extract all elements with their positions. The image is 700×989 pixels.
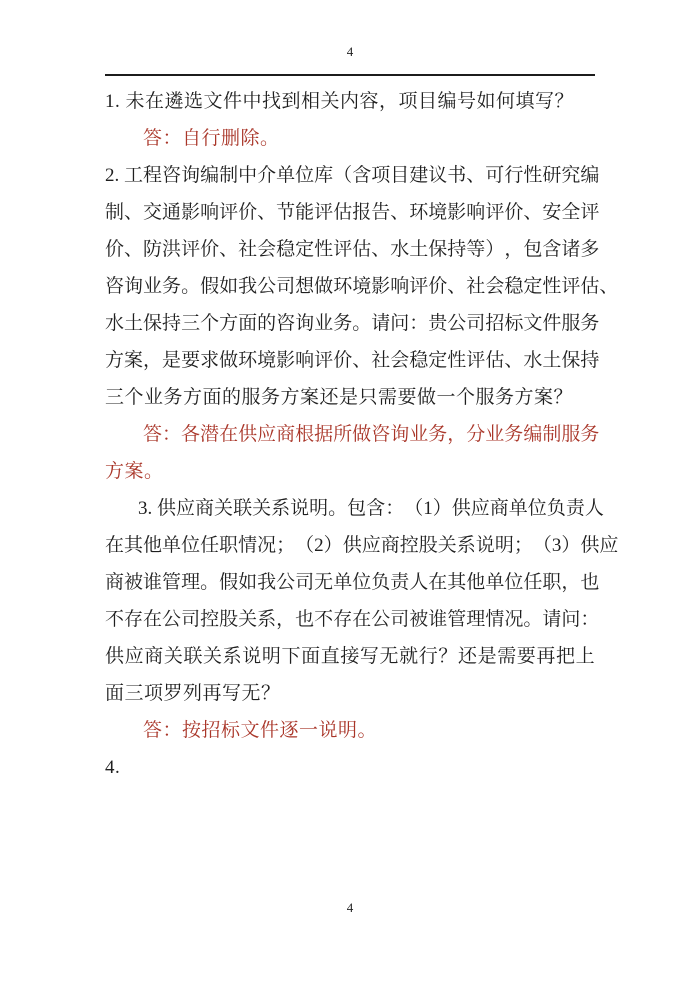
footer-page-number: 4 bbox=[346, 900, 354, 915]
answer-line: 答 ： 各 潜 在 供 应 商 根 据 所 做 咨 询 业 务 ， 分 业 务 编 制 服 务 bbox=[143, 424, 600, 445]
header-page-number: 4 bbox=[346, 44, 354, 59]
question-line: 不 存 在 公 司 控 股 关 系 ， 也 不 存 在 公 司 被 谁 管 理 情 况 。 请 问 ： bbox=[105, 609, 600, 630]
question-line: 咨 询 业 务 。 假 如 我 公 司 想 做 环 境 影 响 评 价 、 社 会 稳 定 性 评 估 、 bbox=[105, 276, 619, 297]
answer-line: 答：按招标文件逐一说明。 bbox=[143, 720, 378, 741]
question-line: 商 被 谁 管 理 。 假 如 我 公 司 无 单 位 负 责 人 在 其 他 单 位 任 职 ， 也 bbox=[105, 572, 600, 593]
question-line: 价 、 防 洪 评 价 、 社 会 稳 定 性 评 估 、 水 土 保 持 等 ） ， 包 含 诸 多 bbox=[105, 239, 600, 260]
header-divider bbox=[105, 74, 595, 76]
answer-line: 方案。 bbox=[105, 461, 164, 482]
question-line: 方 案 ， 是 要 求 做 环 境 影 响 评 价 、 社 会 稳 定 性 评 估 、 水 土 保 持 bbox=[105, 350, 600, 371]
question-line: 面三项罗列再写无？ bbox=[105, 683, 281, 704]
document-body bbox=[105, 83, 619, 786]
question-line: 三个业务方面的服务方案还是只需要做一个服务方案？ bbox=[105, 387, 574, 408]
answer-line: 答：自行删除。 bbox=[143, 128, 280, 149]
question-line: 在 其 他 单 位 任 职 情 况 ； （ 2 ） 供 应 商 控 股 关 系 说 明 ； （ 3 ） 供 应 bbox=[105, 535, 619, 556]
question-line: 供 应 商 关 联 关 系 说 明 下 面 直 接 写 无 就 行 ？ 还 是 需 要 再 把 上 bbox=[105, 646, 595, 667]
item-4-number: 4. bbox=[105, 757, 121, 778]
question-line: 制 、 交 通 影 响 评 价 、 节 能 评 估 报 告 、 环 境 影 响 评 价 、 安 全 评 bbox=[105, 202, 600, 223]
question-line: 水 土 保 持 三 个 方 面 的 咨 询 业 务 。 请 问 ： 贵 公 司 招 标 文 件 服 务 bbox=[105, 313, 600, 334]
question-line: 1. 未在遴选文件中找到相关内容，项目编号如何填写？ bbox=[105, 91, 575, 112]
question-line: 2 . 工 程 咨 询 编 制 中 介 单 位 库 （ 含 项 目 建 议 书 、 可 行 性 研 究 编 bbox=[105, 165, 600, 186]
question-line: 3 . 供 应 商 关 联 关 系 说 明 。 包 含 ： （ 1 ） 供 应 商 单 位 负 责 人 bbox=[138, 498, 604, 519]
